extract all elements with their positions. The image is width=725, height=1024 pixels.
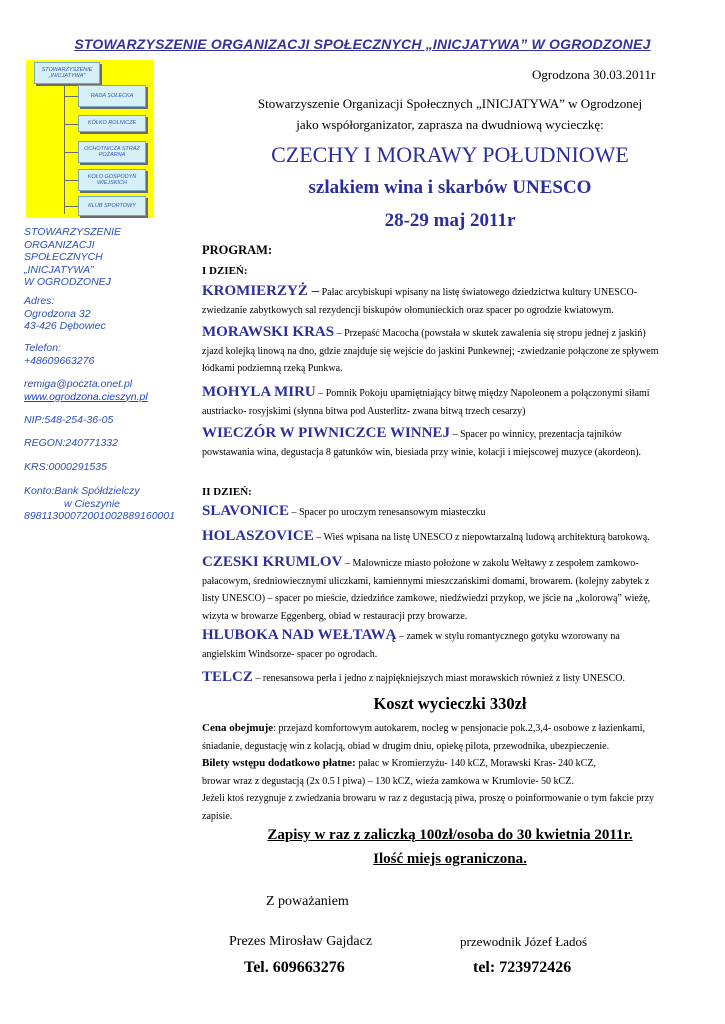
day1-label: I DZIEŃ: (202, 265, 248, 277)
place-description: – Wieś wpisana na listę UNESCO z niepowtarzalną ludową architekturą barokową. (313, 532, 650, 543)
org-name-line: ORGANIZACJI (24, 238, 95, 251)
sidebar-address (24, 295, 106, 333)
regon-number: REGON:240771332 (24, 437, 118, 449)
left-phone: Tel. 609663276 (244, 959, 345, 976)
place-description-cont: zjazd kolejką linową na dno, gdzie znajduje się wejście do jaskini Punkewnej; -zwiedzanie połączone ze spływem (202, 345, 659, 357)
org-chart-branch-line (64, 96, 78, 97)
place-description-cont: pałacowym, średniowiecznymi uliczkami, kamiennymi mieszczańskimi domami, browarem. (kolejny zabytek z (202, 575, 650, 587)
org-name-line: W OGRODZONEJ (24, 276, 111, 288)
org-chart-branch-line (64, 180, 78, 181)
place-name: HOLASZOVICE (202, 528, 314, 544)
website-link[interactable]: www.ogrodzona.cieszyn.pl (24, 390, 148, 403)
place-description-cont: łódkami podziemną rzeką Punkwa. (202, 363, 343, 374)
place-description: Pałac arcybiskupi wpisany na listę światowego dziedzictwa kultury UNESCO- (319, 287, 638, 298)
signup-line-2: Ilość miejs ograniczona. (373, 851, 527, 867)
left-signer: Prezes Mirosław Gajdacz (229, 934, 373, 949)
org-name-line: SPOŁECZNYCH (24, 251, 103, 263)
included-cont: śniadanie, degustację win z kolacją, obiad w drugim dniu, opiekę pilota, przewodnika, ubezpieczenie. (202, 740, 610, 752)
right-phone: tel: 723972426 (473, 959, 572, 976)
phone-label: Telefon: (24, 342, 61, 354)
place-name: CZESKI KRUMLOV (202, 554, 343, 570)
address-line: Ogrodzona 32 (24, 307, 91, 320)
place-description: – Spacer po winnicy, prezentacja tajników (449, 429, 622, 440)
day1-item-wieczor (202, 425, 687, 461)
org-chart-branch-line (64, 124, 78, 125)
right-signer: przewodnik Józef Ładoś (460, 934, 588, 949)
signup-line-1: Zapisy w raz z zaliczką 100zł/osoba do 30 kwietnia 2011r. (267, 827, 633, 843)
place-name: MOHYLA MIRU (202, 384, 316, 400)
krs-number: KRS:0000291535 (24, 461, 107, 473)
org-chart-branch-line (64, 152, 78, 153)
extra-text: pałac w Kromierzyżu- 140 kCZ, Morawski Kras- 240 kCZ, (355, 758, 596, 769)
org-chart-child: KLUB SPORTOWY (78, 196, 146, 216)
note-line-2: zapisie. (202, 810, 233, 822)
trip-subtitle: szlakiem wina i skarbów UNESCO (308, 177, 592, 198)
place-name: SLAVONICE (202, 503, 289, 519)
org-chart-child: RADA SOŁECKA (78, 85, 146, 107)
day1-item-mohyla-miru (202, 384, 687, 420)
place-description: – Malownicze miasto położone w zakolu Wełtawy z zespołem zamkowo- (342, 558, 639, 569)
day2-item-czeski-krumlov (202, 554, 687, 625)
day1-item-morawski-kras (202, 324, 687, 378)
day2-item-telcz (202, 669, 687, 688)
letter-date: Ogrodzona 30.03.2011r (532, 67, 656, 82)
org-chart-branch-line (64, 206, 78, 207)
sidebar-org-name (24, 226, 121, 289)
place-description: – zamek w stylu romantycznego gotyku wzorowany na (396, 631, 620, 642)
page-header-title: STOWARZYSZENIE ORGANIZACJI SPOŁECZNYCH „INICJATYWA” W OGRODZONEJ (74, 36, 651, 52)
place-description-cont: angielskim Windsorze- spacer po ogrodach. (202, 648, 378, 660)
sidebar-bank (24, 485, 175, 523)
sidebar-phone (24, 342, 94, 367)
nip-number: NIP:548-254-36-05 (24, 414, 114, 426)
org-chart-root: STOWARZYSZENIE „INICJATYWA” (34, 62, 100, 84)
included-text: : przejazd komfortowym autokarem, nocleg w pensjonacie pok.2,3,4- osobowe z łazienkami, (273, 723, 646, 734)
org-chart (26, 60, 154, 218)
note-line-1: Jeżeli ktoś rezygnuje z zwiedzania browaru w raz z degustacją piwa, proszę o poinformowanie o tym fakcie przy (202, 793, 655, 804)
day2-item-hluboka (202, 627, 687, 663)
org-chart-child: KÓŁKO ROLNICZE (78, 115, 146, 132)
place-description: – renesansowa perła i jedno z najpiękniejszych miast morawskich również z listy UNESCO. (252, 673, 625, 684)
day2-item-holaszovice (202, 528, 687, 547)
org-chart-trunk-line (64, 84, 65, 214)
included-label: Cena obejmuje (202, 722, 274, 734)
sidebar-contact (24, 378, 148, 403)
intro-line-1: Stowarzyszenie Organizacji Społecznych „INICJATYWA” w Ogrodzonej (257, 96, 643, 111)
place-name: WIECZÓR W PIWNICZCE WINNEJ (202, 425, 450, 441)
closing-greeting: Z poważaniem (266, 894, 349, 909)
day2-label: II DZIEŃ: (202, 486, 252, 498)
extra-cont: browar wraz z degustacją (2x 0.5 l piwa) – 130 kCZ, wieża zamkowa w Krumlovie- 50 kCZ. (202, 775, 574, 787)
org-chart-child: OCHOTNICZA STRAŻ POŻARNA (78, 141, 146, 163)
cost-details (202, 720, 687, 825)
bank-name: Konto:Bank Spółdzielczy (24, 485, 140, 497)
place-name: MORAWSKI KRAS (202, 324, 335, 340)
cost-title: Koszt wycieczki 330zł (373, 694, 527, 713)
email-address: remiga@poczta.onet.pl (24, 378, 133, 390)
place-name: KROMIERZYŻ – (202, 283, 320, 299)
place-description-cont: austriacko- rosyjskimi (słynna bitwa pod Austerlitz- zwana bitwą trzech cesarzy) (202, 405, 526, 417)
place-description-cont: zwiedzanie zabytkowych sal rezydencji biskupów ołomunieckich oraz spacer po ogrodzie kwiatowym. (202, 304, 614, 316)
place-description-cont: powstawania wina, degustacja 8 gatunków win, biesiada przy winie, kolacji i miejscowej muzyce (akordeon). (202, 446, 642, 458)
address-label: Adres: (24, 295, 55, 307)
org-chart-child: KOŁO GOSPODYŃ WIEJSKICH (78, 169, 146, 191)
program-label: PROGRAM: (202, 243, 273, 257)
bank-account: 89811300072001002889160001 (24, 510, 176, 522)
org-name-line: „INICJATYWA” (24, 263, 94, 276)
address-line: 43-426 Dębowiec (24, 320, 106, 332)
place-name: TELCZ (202, 669, 253, 685)
place-description: – Przepaść Macocha (powstała w skutek zawalenia się stropu jednej z jaskiń) (334, 328, 646, 339)
day2-item-slavonice (202, 503, 687, 522)
place-description-cont: wizyta w browarze Eggenberg, obiad w restauracji przy browarze. (202, 610, 468, 622)
day1-item-kromierzyz (202, 283, 687, 319)
trip-title: CZECHY I MORAWY POŁUDNIOWE (271, 142, 629, 167)
org-name-line: STOWARZYSZENIE (24, 226, 122, 238)
intro-line-2: jako współorganizator, zaprasza na dwudniową wycieczkę: (296, 117, 604, 132)
phone-number: +48609663276 (24, 354, 95, 367)
extra-label: Bilety wstępu dodatkowo płatne: (202, 757, 356, 769)
bank-location: w Cieszynie (64, 497, 121, 510)
trip-dates: 28-29 maj 2011r (384, 210, 516, 231)
place-description: – Pomnik Pokoju upamiętniający bitwę między Napoleonem a połączonymi siłami (315, 388, 650, 399)
place-description: – Spacer po uroczym renesansowym miasteczku (288, 507, 486, 518)
place-description-cont: listy UNESCO) – spacer po mieście, dziedzińce zamkowe, niedźwiedzi przykop, we jście na „kolorową” wieżę, (202, 593, 651, 604)
place-name: HLUBOKA NAD WEŁTAWĄ (202, 627, 397, 643)
